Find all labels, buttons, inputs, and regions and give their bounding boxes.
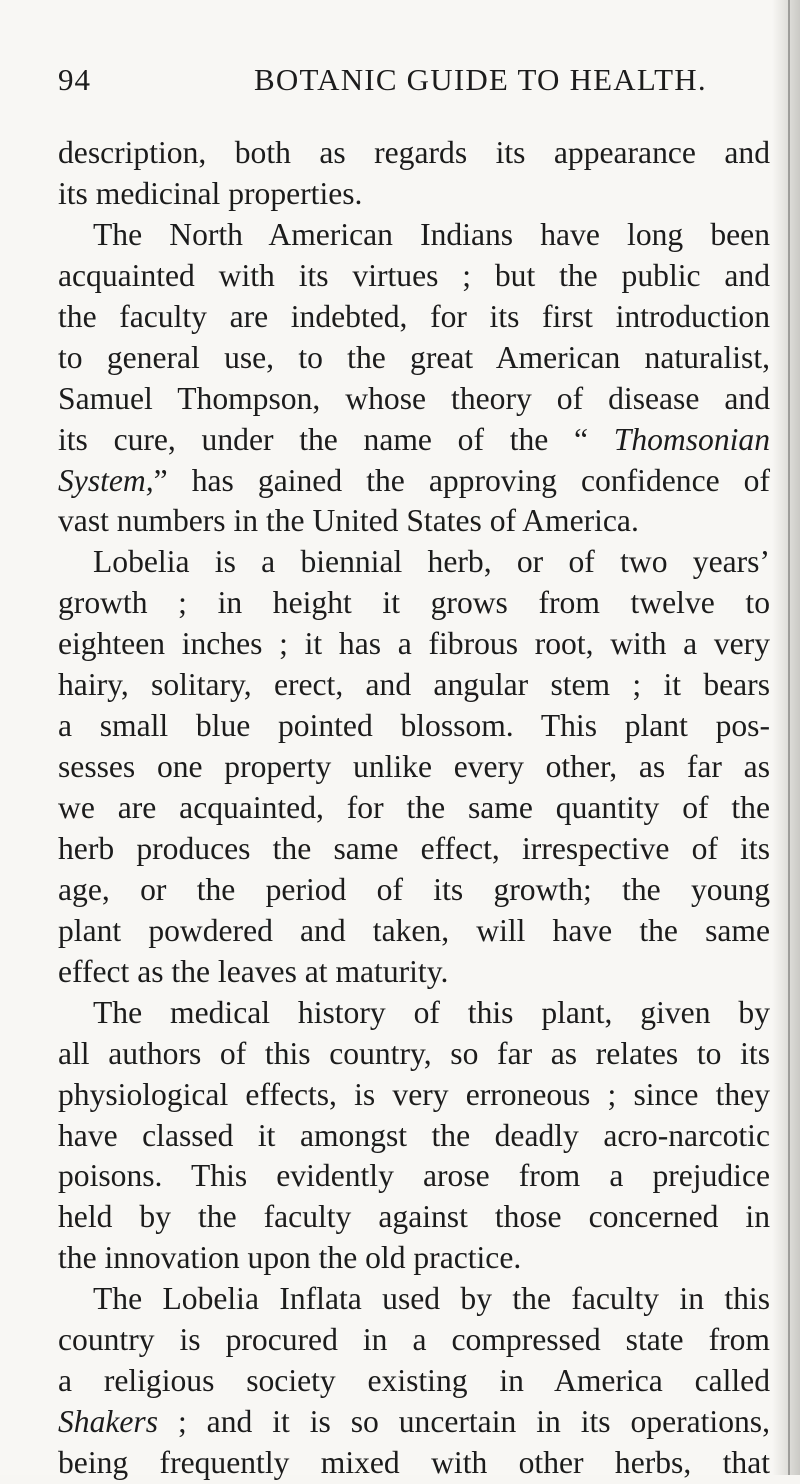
text-line: its cure, under the name of the “ Thomsonian <box>58 421 770 457</box>
text-line: herb produces the same effect, irrespective of its <box>58 830 770 866</box>
text-line: the faculty are indebted, for its first introduction <box>58 298 770 334</box>
text-line: hairy, solitary, erect, and angular stem ; it bears <box>58 667 770 703</box>
text-line: age, or the period of its growth; the young <box>58 871 770 907</box>
text-line: all authors of this country, so far as relates to its <box>58 1035 770 1071</box>
page-header <box>58 62 758 112</box>
italic-phrase: System, <box>58 462 154 498</box>
text-line: growth ; in height it grows from twelve to <box>58 585 770 621</box>
text-line: Shakers ; and it is so uncertain in its operations, <box>58 1404 770 1440</box>
text-line: the innovation upon the old practice. <box>58 1240 522 1276</box>
text-line: we are acquainted, for the same quantity of the <box>58 790 770 825</box>
text-line: Samuel Thompson, whose theory of disease and <box>58 380 770 416</box>
italic-phrase: Shakers <box>58 1404 159 1440</box>
text-line: a small blue pointed blossom. This plant pos- <box>58 708 770 744</box>
text-line: a religious society existing in America called <box>58 1363 770 1399</box>
text-line: description, both as regards its appearance and <box>58 135 770 170</box>
text-line: being frequently mixed with other herbs, that <box>58 1445 770 1480</box>
text-line: plant powdered and taken, will have the same <box>58 912 770 948</box>
text-line: its medicinal properties. <box>58 175 363 211</box>
text-line: vast numbers in the United States of America. <box>58 503 639 539</box>
body-text <box>58 133 770 1484</box>
text-line: acquainted with its virtues ; but the public and <box>58 257 770 293</box>
page-edge-shadow <box>772 0 800 1475</box>
text-line: System,” has gained the approving confidence of <box>58 462 770 498</box>
text-line: poisons. This evidently arose from a prejudice <box>58 1158 770 1194</box>
page-edge-line <box>788 0 790 1475</box>
text-line: sesses one property unlike every other, as far as <box>58 749 770 785</box>
page-number: 94 <box>58 62 91 97</box>
text-line: The North American Indians have long been <box>93 216 770 252</box>
text-line: held by the faculty against those concerned in <box>58 1199 770 1235</box>
running-title: BOTANIC GUIDE TO HEALTH. <box>254 62 707 97</box>
text-line: country is procured in a compressed state from <box>58 1322 770 1358</box>
text-line: physiological effects, is very erroneous ; since they <box>58 1076 770 1112</box>
text-line: The medical history of this plant, given by <box>93 994 770 1030</box>
text-line: The Lobelia Inflata used by the faculty in this <box>93 1281 770 1317</box>
text-line: Lobelia is a biennial herb, or of two years’ <box>93 544 770 580</box>
text-line: effect as the leaves at maturity. <box>58 953 449 989</box>
text-line: eighteen inches ; it has a fibrous root, with a very <box>58 626 770 662</box>
text-line: to general use, to the great American naturalist, <box>58 339 770 375</box>
italic-phrase: Thomsonian <box>613 421 770 457</box>
text-line: have classed it amongst the deadly acro-narcotic <box>58 1117 770 1153</box>
